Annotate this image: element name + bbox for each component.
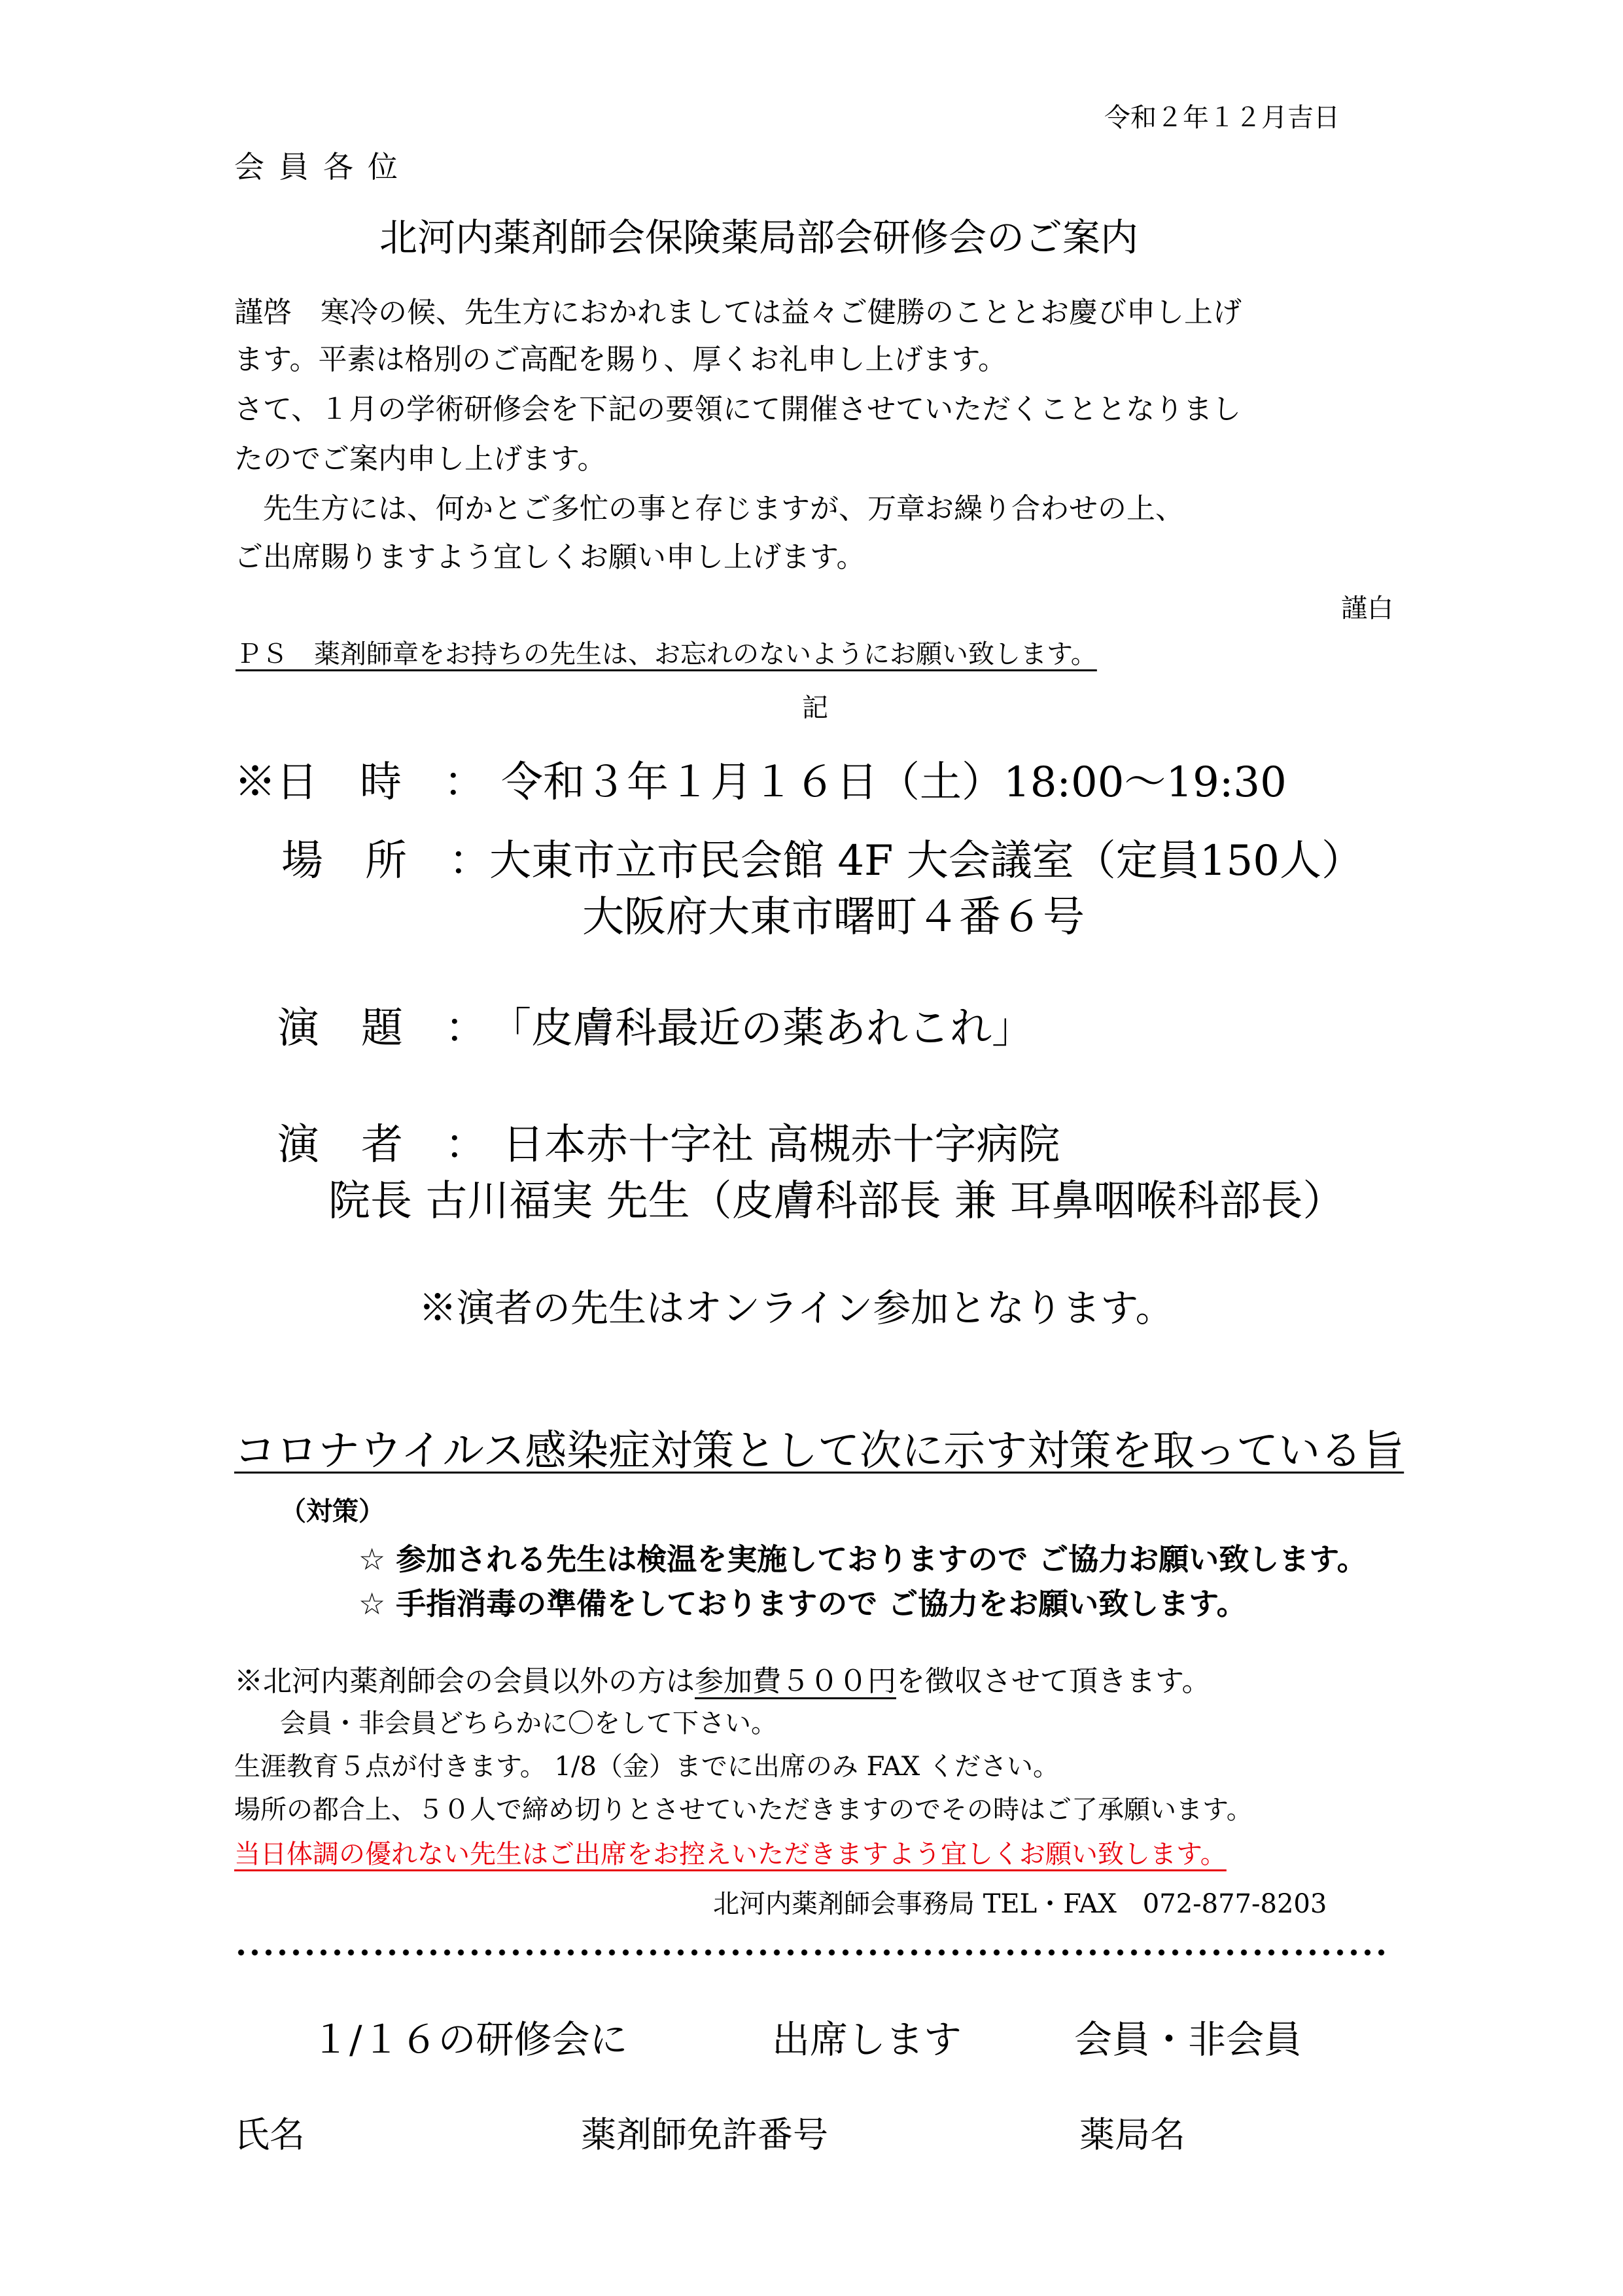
fee-highlight: 参加費５００円 (695, 1665, 896, 1698)
closing: 謹白 (1341, 593, 1393, 624)
datetime-label: ※日 時 ： (234, 758, 485, 807)
salutation: 会員各位 (234, 149, 412, 185)
topic-value: 「皮膚科最近の薬あれこれ」 (489, 1004, 1034, 1053)
letter-line-5: 先生方には、何かとご多忙の事と存じますが、万章お繰り合わせの上、 (234, 492, 1184, 525)
document-date: 令和２年１２月吉日 (1104, 103, 1340, 133)
speaker-label: 演 者 ： (277, 1121, 487, 1169)
form-attend[interactable]: 出席します (772, 2017, 962, 2062)
covid-item-1: ☆ 参加される先生は検温を実施しておりますので ご協力お願い致します。 (358, 1542, 1367, 1577)
covid-item-2: ☆ 手指消毒の準備をしておりますので ご協力をお願い致します。 (358, 1586, 1247, 1621)
page-title: 北河内薬剤師会保険薬局部会研修会のご案内 (379, 215, 1139, 260)
place-address: 大阪府大東市曙町４番６号 (582, 893, 1085, 942)
speaker-name: 院長 古川福実 先生（皮膚科部長 兼 耳鼻咽喉科部長） (328, 1177, 1345, 1226)
health-note: 当日体調の優れない先生はご出席をお控えいただきますよう宜しくお願い致します。 (234, 1839, 1227, 1869)
office-contact: 北河内薬剤師会事務局 TEL・FAX 072-877-8203 (713, 1889, 1327, 1919)
fee-prefix: ※北河内薬剤師会の会員以外の方は (234, 1665, 695, 1698)
letter-line-2: ます。平素は格別のご高配を賜り、厚くお礼申し上げます。 (234, 343, 1007, 376)
datetime-value: 令和３年１月１６日（土）18:00～19:30 (501, 758, 1287, 807)
fee-note (234, 1667, 1210, 1696)
member-circle-note: 会員・非会員どちらかに〇をして下さい。 (280, 1708, 777, 1739)
ps-note: ＰＳ 薬剤師章をお持ちの先生は、お忘れのないようにお願い致します。 (236, 639, 1097, 669)
topic-label: 演 題 ： (277, 1004, 487, 1053)
letter-line-4: たのでご案内申し上げます。 (234, 442, 606, 476)
credit-note: 生涯教育５点が付きます。 1/8（金）までに出席のみ FAX ください。 (234, 1752, 1059, 1782)
covid-sub: （対策） (280, 1496, 385, 1527)
fee-suffix: を徴収させて頂きます。 (896, 1665, 1211, 1698)
cut-line (234, 1949, 1387, 1956)
capacity-note: 場所の都合上、５０人で締め切りとさせていただきますのでその時はご了承願います。 (234, 1795, 1253, 1825)
form-member-choice[interactable]: 会員・非会員 (1074, 2017, 1302, 2062)
form-license-label: 薬剤師免許番号 (581, 2114, 828, 2155)
online-note: ※演者の先生はオンライン参加となります。 (419, 1286, 1174, 1330)
form-name-label: 氏名 (234, 2114, 305, 2155)
form-pharmacy-label: 薬局名 (1079, 2114, 1185, 2155)
ki-mark: 記 (802, 693, 828, 723)
covid-heading: コロナウイルス感染症対策として次に示す対策を取っている旨 (234, 1427, 1405, 1475)
form-meeting: １/１６の研修会に (311, 2017, 628, 2062)
place-label: 場 所 ： (281, 837, 491, 885)
place-value: 大東市立市民会館 4F 大会議室（定員150人） (489, 837, 1363, 885)
letter-line-1: 謹啓 寒冷の候、先生方におかれましては益々ご健勝のこととお慶び申し上げ (234, 296, 1242, 329)
letter-line-6: ご出席賜りますよう宜しくお願い申し上げます。 (234, 540, 865, 574)
speaker-org: 日本赤十字社 高槻赤十字病院 (502, 1121, 1060, 1169)
letter-line-3: さて、１月の学術研修会を下記の要領にて開催させていただくこととなりまし (234, 393, 1242, 426)
